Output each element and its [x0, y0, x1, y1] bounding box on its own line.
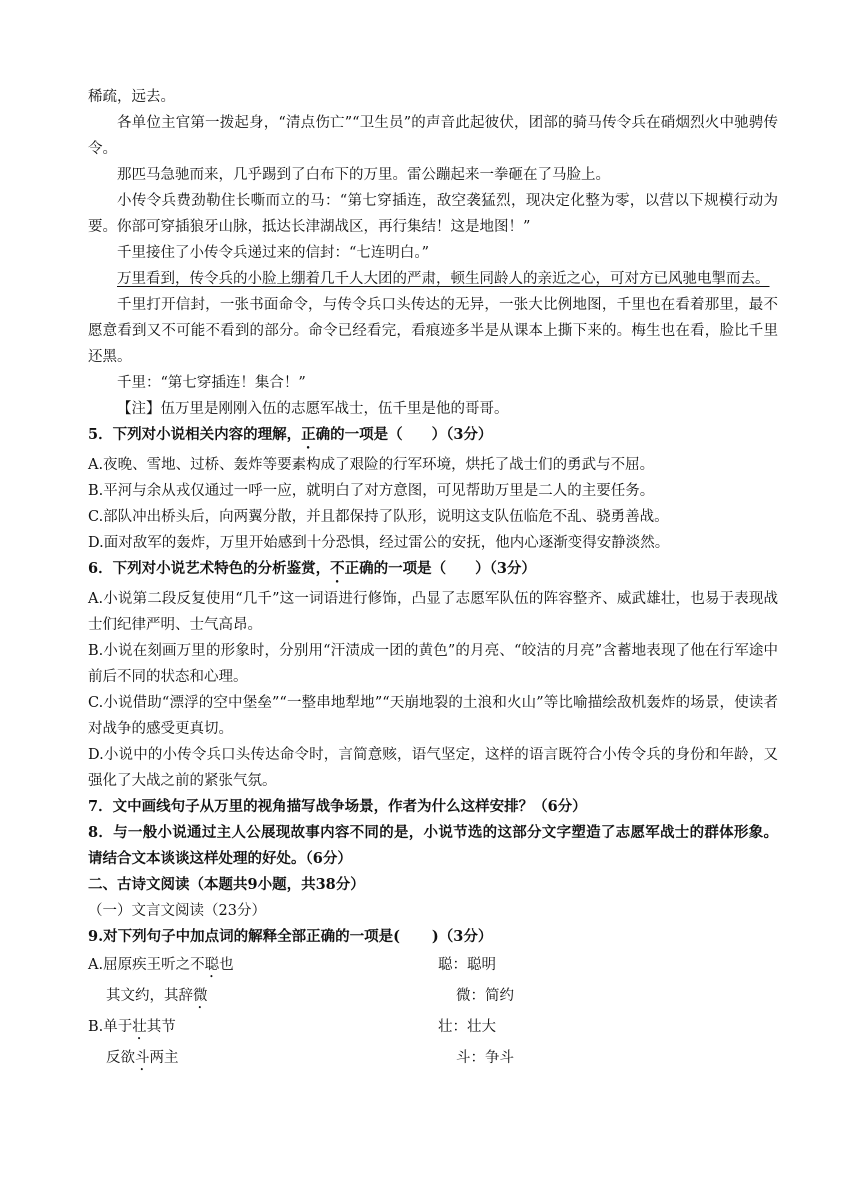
question-9-stem: 9.对下列句子中加点词的解释全部正确的一项是( )（3分）: [88, 928, 493, 945]
gloss: 斗：争斗: [456, 1050, 514, 1066]
gloss: 微：简约: [456, 988, 514, 1004]
question-6-option-a: A.小说第二段反复使用“几千”这一词语进行修饰，凸显了志愿军队伍的阵容整齐、威武雄壮，也易于表现战士们纪律严明、士气高昂。: [88, 591, 778, 633]
gloss: 壮：壮大: [438, 1019, 496, 1035]
gloss: 聪：聪明: [438, 957, 496, 973]
question-9-option-a-line-2: 其文约，其辞微 微：简约: [88, 981, 778, 1012]
passage-paragraph: 千里：“第七穿插连！集合！”: [117, 375, 306, 391]
subsection-heading: （一）文言文阅读（23分）: [88, 903, 266, 919]
passage-paragraph: 千里打开信封，一张书面命令，与传令兵口头传达的无异，一张大比例地图，千里也在看着那里，最不愿意看到又不可能不看到的部分。命令已经看完，看痕迹多半是从课本上撕下来的。梅生也在看，脸比千里还黑。: [88, 297, 778, 365]
question-6-option-d: D.小说中的小传令兵口头传达命令时，言简意赅，语气坚定，这样的语言既符合小传令兵的身份和年龄，又强化了大战之前的紧张气氛。: [88, 747, 778, 789]
question-8-stem: 8．与一般小说通过主人公展现故事内容不同的是，小说节选的这部分文字塑造了志愿军战士的群体形象。请结合文本谈谈这样处理的好处。（6分）: [88, 824, 778, 867]
passage-paragraph: 千里接住了小传令兵递过来的信封：“七连明白。”: [117, 245, 430, 261]
question-5-option-a: A.夜晚、雪地、过桥、轰炸等要素构成了艰险的行军环境，烘托了战士们的勇武与不屈。: [88, 457, 655, 473]
question-7-stem: 7．文中画线句子从万里的视角描写战争场景，作者为什么这样安排？（6分）: [88, 798, 587, 815]
question-6-option-b: B.小说在刻画万里的形象时，分别用“汗渍成一团的黄色”的月亮、“皎洁的月亮”含蓄地表现了他在行军途中前后不同的状态和心理。: [88, 643, 778, 685]
question-9-option-a-line-1: A.屈原疾王听之不聪也 聪：聪明: [88, 950, 778, 981]
passage-note: 【注】伍万里是刚刚入伍的志愿军战士，伍千里是他的哥哥。: [117, 401, 509, 417]
emphasis-dot-char: 正: [301, 426, 316, 443]
question-5-option-d: D.面对敌军的轰炸，万里开始感到十分恐惧，经过雷公的安抚，他内心逐渐变得安静淡然。: [88, 535, 670, 551]
passage-paragraph: 各单位主官第一拨起身，“清点伤亡”“卫生员”的声音此起彼伏，团部的骑马传令兵在硝烟烈火中驰骋传令。: [88, 115, 778, 157]
emphasis-dot-char: 微: [193, 988, 208, 1004]
underlined-passage-sentence: 万里看到，传令兵的小脸上绷着几千人大团的严肃，顿生同龄人的亲近之心，可对方已风驰电掣而去。: [117, 271, 770, 287]
question-5-option-b: B.平河与余从戎仅通过一呼一应，就明白了对方意图，可见帮助万里是二人的主要任务。: [88, 483, 655, 499]
emphasis-dot-char: 斗: [135, 1050, 150, 1066]
question-5-stem: 5．下列对小说相关内容的理解，正确的一项是（ ）（3分）: [88, 426, 493, 443]
section-heading: 二、古诗文阅读（本题共9小题，共38分）: [88, 876, 365, 893]
passage-paragraph: 那匹马急驰而来，几乎踢到了白布下的万里。雷公蹦起来一拳砸在了马脸上。: [117, 167, 610, 183]
question-9-option-b-line-2: 反欲斗两主 斗：争斗: [88, 1043, 778, 1074]
passage-paragraph: 小传令兵费劲勒住长嘶而立的马：“第七穿插连，敌空袭猛烈，现决定化整为零，以营以下规模行动为要。你部可穿插狼牙山脉，抵达长津湖战区，再行集结！这是地图！”: [88, 193, 778, 235]
passage-paragraph: 稀疏，远去。: [88, 89, 175, 105]
emphasis-dot-char: 聪: [204, 957, 220, 973]
question-6-option-c: C.小说借助“漂浮的空中堡垒”“一整串地犁地”“天崩地裂的土浪和火山”等比喻描绘敌机轰炸的场景，使读者对战争的感受更真切。: [88, 695, 778, 737]
question-9-option-b-line-1: B.单于壮其节 壮：壮大: [88, 1012, 778, 1043]
question-6-stem: 6．下列对小说艺术特色的分析鉴赏，不正确的一项是（ ）（3分）: [88, 560, 536, 577]
exam-page: [88, 84, 778, 1074]
question-5-option-c: C.部队冲出桥头后，向两翼分散，并且都保持了队形，说明这支队伍临危不乱、骁勇善战。: [88, 509, 669, 525]
emphasis-dot-char: 不: [330, 560, 345, 577]
emphasis-dot-char: 壮: [132, 1019, 147, 1035]
